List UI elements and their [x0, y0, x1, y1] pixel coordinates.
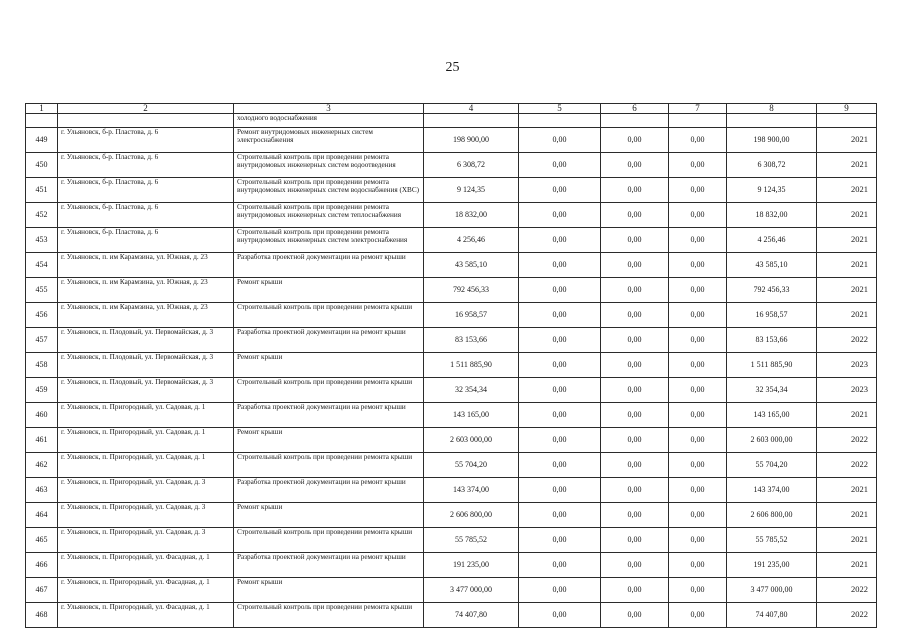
fund-cell-6: 0,00: [601, 353, 669, 378]
fund-cell-6: 0,00: [601, 503, 669, 528]
address-cell: г. Ульяновск, п. Плодовый, ул. Первомайская, д. 3: [58, 378, 234, 403]
fund-cell-7: 0,00: [669, 528, 727, 553]
fund-cell-6: 0,00: [601, 553, 669, 578]
row-number: 453: [26, 228, 58, 253]
total-cost-cell: 32 354,34: [424, 378, 519, 403]
table-row: [26, 553, 877, 578]
column-header: 1: [26, 104, 58, 114]
fund-cell-8: 3 477 000,00: [727, 578, 817, 603]
fund-cell-6: 0,00: [601, 603, 669, 628]
fund-cell-5: 0,00: [519, 578, 601, 603]
fund-cell-5: 0,00: [519, 328, 601, 353]
fund-cell-7: 0,00: [669, 153, 727, 178]
column-header: 4: [424, 104, 519, 114]
table-row: [26, 528, 877, 553]
work-type-cell: Разработка проектной документации на ремонт крыши: [234, 403, 424, 428]
fund-cell-5: 0,00: [519, 453, 601, 478]
total-cost-cell: 55 704,20: [424, 453, 519, 478]
fund-cell-5: 0,00: [519, 553, 601, 578]
column-header: 7: [669, 104, 727, 114]
table-row: [26, 303, 877, 328]
row-number: 465: [26, 528, 58, 553]
row-number: 464: [26, 503, 58, 528]
address-cell: г. Ульяновск, б-р. Пластова, д. 6: [58, 128, 234, 153]
table-row: [26, 228, 877, 253]
fund-cell-6: 0,00: [601, 178, 669, 203]
fund-cell-5: 0,00: [519, 253, 601, 278]
work-type-cell: Ремонт крыши: [234, 503, 424, 528]
year-cell: 2021: [817, 303, 877, 328]
fund-cell-5: 0,00: [519, 228, 601, 253]
fund-cell-8: 792 456,33: [727, 278, 817, 303]
address-cell: г. Ульяновск, п. Пригородный, ул. Фасадная, д. 1: [58, 578, 234, 603]
work-type-cell: Разработка проектной документации на ремонт крыши: [234, 478, 424, 503]
row-number: 455: [26, 278, 58, 303]
fund-cell-8: 43 585,10: [727, 253, 817, 278]
table-row: [26, 253, 877, 278]
fund-cell-5: 0,00: [519, 178, 601, 203]
row-number: 458: [26, 353, 58, 378]
fund-cell-6: 0,00: [601, 528, 669, 553]
fund-cell-6: 0,00: [601, 278, 669, 303]
fund-cell-8: 4 256,46: [727, 228, 817, 253]
fund-cell-6: 0,00: [601, 428, 669, 453]
year-cell: 2021: [817, 503, 877, 528]
table-row: [26, 603, 877, 628]
row-number: 461: [26, 428, 58, 453]
row-number: 450: [26, 153, 58, 178]
fund-cell-5: 0,00: [519, 378, 601, 403]
table-row: [26, 478, 877, 503]
fund-cell-7: 0,00: [669, 278, 727, 303]
address-cell: г. Ульяновск, б-р. Пластова, д. 6: [58, 203, 234, 228]
total-cost-cell: 16 958,57: [424, 303, 519, 328]
year-cell: 2023: [817, 353, 877, 378]
row-number: 467: [26, 578, 58, 603]
continuation-text: холодного водоснабжения: [234, 114, 424, 128]
year-cell: 2021: [817, 553, 877, 578]
work-type-cell: Ремонт крыши: [234, 353, 424, 378]
total-cost-cell: 2 603 000,00: [424, 428, 519, 453]
table-row: [26, 328, 877, 353]
total-cost-cell: 198 900,00: [424, 128, 519, 153]
fund-cell-5: 0,00: [519, 403, 601, 428]
fund-cell-8: 198 900,00: [727, 128, 817, 153]
work-type-cell: Строительный контроль при проведении ремонта внутридомовых инженерных систем электроснабжения: [234, 228, 424, 253]
fund-cell-7: 0,00: [669, 128, 727, 153]
year-cell: 2021: [817, 403, 877, 428]
row-number: 466: [26, 553, 58, 578]
row-number: 459: [26, 378, 58, 403]
fund-cell-7: 0,00: [669, 603, 727, 628]
fund-cell-6: 0,00: [601, 403, 669, 428]
row-number: 460: [26, 403, 58, 428]
address-cell: г. Ульяновск, п. Пригородный, ул. Садовая, д. 1: [58, 403, 234, 428]
work-type-cell: Разработка проектной документации на ремонт крыши: [234, 253, 424, 278]
total-cost-cell: 143 374,00: [424, 478, 519, 503]
fund-cell-6: 0,00: [601, 378, 669, 403]
address-cell: г. Ульяновск, п. Пригородный, ул. Садовая, д. 3: [58, 503, 234, 528]
column-header: 8: [727, 104, 817, 114]
fund-cell-6: 0,00: [601, 328, 669, 353]
total-cost-cell: 191 235,00: [424, 553, 519, 578]
fund-cell-5: 0,00: [519, 153, 601, 178]
fund-cell-8: 18 832,00: [727, 203, 817, 228]
fund-cell-7: 0,00: [669, 553, 727, 578]
fund-cell-6: 0,00: [601, 228, 669, 253]
work-type-cell: Ремонт крыши: [234, 428, 424, 453]
fund-cell-7: 0,00: [669, 253, 727, 278]
fund-cell-7: 0,00: [669, 228, 727, 253]
fund-cell-8: 143 165,00: [727, 403, 817, 428]
address-cell: г. Ульяновск, п. Пригородный, ул. Садовая, д. 3: [58, 528, 234, 553]
page-number: 25: [445, 60, 460, 75]
table-row: [26, 378, 877, 403]
total-cost-cell: 792 456,33: [424, 278, 519, 303]
fund-cell-6: 0,00: [601, 453, 669, 478]
year-cell: 2022: [817, 453, 877, 478]
row-number: 449: [26, 128, 58, 153]
fund-cell-6: 0,00: [601, 253, 669, 278]
total-cost-cell: 74 407,80: [424, 603, 519, 628]
continuation-row: [26, 114, 877, 128]
work-type-cell: Ремонт крыши: [234, 278, 424, 303]
address-cell: г. Ульяновск, п. Плодовый, ул. Первомайская, д. 3: [58, 328, 234, 353]
table-row: [26, 503, 877, 528]
total-cost-cell: 55 785,52: [424, 528, 519, 553]
fund-cell-6: 0,00: [601, 203, 669, 228]
fund-cell-8: 74 407,80: [727, 603, 817, 628]
total-cost-cell: 1 511 885,90: [424, 353, 519, 378]
fund-cell-8: 55 704,20: [727, 453, 817, 478]
fund-cell-8: 83 153,66: [727, 328, 817, 353]
table-row: [26, 428, 877, 453]
fund-cell-7: 0,00: [669, 353, 727, 378]
table-row: [26, 178, 877, 203]
work-type-cell: Строительный контроль при проведении ремонта внутридомовых инженерных систем водоснабжения (ХВС): [234, 178, 424, 203]
fund-cell-8: 9 124,35: [727, 178, 817, 203]
fund-cell-8: 6 308,72: [727, 153, 817, 178]
total-cost-cell: 3 477 000,00: [424, 578, 519, 603]
fund-cell-7: 0,00: [669, 303, 727, 328]
address-cell: г. Ульяновск, п. им Карамзина, ул. Южная, д. 23: [58, 253, 234, 278]
year-cell: 2021: [817, 128, 877, 153]
row-number: 456: [26, 303, 58, 328]
address-cell: г. Ульяновск, п. Пригородный, ул. Садовая, д. 1: [58, 428, 234, 453]
year-cell: 2021: [817, 278, 877, 303]
work-type-cell: Строительный контроль при проведении ремонта крыши: [234, 453, 424, 478]
fund-cell-5: 0,00: [519, 528, 601, 553]
address-cell: г. Ульяновск, б-р. Пластова, д. 6: [58, 178, 234, 203]
fund-cell-7: 0,00: [669, 503, 727, 528]
table-row: [26, 203, 877, 228]
fund-cell-6: 0,00: [601, 478, 669, 503]
fund-cell-5: 0,00: [519, 278, 601, 303]
row-number: 463: [26, 478, 58, 503]
column-header: 5: [519, 104, 601, 114]
fund-cell-7: 0,00: [669, 328, 727, 353]
year-cell: 2021: [817, 253, 877, 278]
fund-cell-5: 0,00: [519, 503, 601, 528]
year-cell: 2021: [817, 153, 877, 178]
address-cell: г. Ульяновск, б-р. Пластова, д. 6: [58, 228, 234, 253]
row-number: 462: [26, 453, 58, 478]
year-cell: 2021: [817, 478, 877, 503]
fund-cell-5: 0,00: [519, 128, 601, 153]
work-type-cell: Строительный контроль при проведении ремонта крыши: [234, 528, 424, 553]
fund-cell-8: 143 374,00: [727, 478, 817, 503]
fund-cell-7: 0,00: [669, 478, 727, 503]
fund-cell-7: 0,00: [669, 403, 727, 428]
fund-cell-7: 0,00: [669, 428, 727, 453]
column-header: 6: [601, 104, 669, 114]
table-row: [26, 353, 877, 378]
fund-cell-7: 0,00: [669, 203, 727, 228]
address-cell: г. Ульяновск, п. им Карамзина, ул. Южная, д. 23: [58, 303, 234, 328]
row-number: 468: [26, 603, 58, 628]
address-cell: г. Ульяновск, п. Плодовый, ул. Первомайская, д. 3: [58, 353, 234, 378]
fund-cell-5: 0,00: [519, 203, 601, 228]
year-cell: 2022: [817, 578, 877, 603]
year-cell: 2022: [817, 328, 877, 353]
address-cell: г. Ульяновск, п. Пригородный, ул. Садовая, д. 3: [58, 478, 234, 503]
work-type-cell: Строительный контроль при проведении ремонта внутридомовых инженерных систем водоотведения: [234, 153, 424, 178]
column-header: 2: [58, 104, 234, 114]
table-row: [26, 403, 877, 428]
fund-cell-6: 0,00: [601, 153, 669, 178]
address-cell: г. Ульяновск, б-р. Пластова, д. 6: [58, 153, 234, 178]
fund-cell-5: 0,00: [519, 478, 601, 503]
table-row: [26, 278, 877, 303]
table-row: [26, 578, 877, 603]
fund-cell-8: 55 785,52: [727, 528, 817, 553]
work-type-cell: Ремонт внутридомовых инженерных систем электроснабжения: [234, 128, 424, 153]
work-type-cell: Строительный контроль при проведении ремонта крыши: [234, 303, 424, 328]
fund-cell-7: 0,00: [669, 178, 727, 203]
year-cell: 2021: [817, 178, 877, 203]
fund-cell-6: 0,00: [601, 578, 669, 603]
year-cell: 2021: [817, 203, 877, 228]
fund-cell-7: 0,00: [669, 378, 727, 403]
fund-cell-5: 0,00: [519, 353, 601, 378]
fund-cell-5: 0,00: [519, 428, 601, 453]
fund-cell-5: 0,00: [519, 603, 601, 628]
year-cell: 2021: [817, 228, 877, 253]
year-cell: 2021: [817, 528, 877, 553]
address-cell: г. Ульяновск, п. Пригородный, ул. Фасадная, д. 1: [58, 603, 234, 628]
fund-cell-8: 1 511 885,90: [727, 353, 817, 378]
work-type-cell: Строительный контроль при проведении ремонта внутридомовых инженерных систем теплоснабжения: [234, 203, 424, 228]
fund-cell-8: 16 958,57: [727, 303, 817, 328]
fund-cell-8: 32 354,34: [727, 378, 817, 403]
address-cell: г. Ульяновск, п. Пригородный, ул. Фасадная, д. 1: [58, 553, 234, 578]
fund-cell-6: 0,00: [601, 303, 669, 328]
year-cell: 2022: [817, 603, 877, 628]
total-cost-cell: 4 256,46: [424, 228, 519, 253]
column-number-row: [26, 104, 877, 114]
table-row: [26, 128, 877, 153]
total-cost-cell: 6 308,72: [424, 153, 519, 178]
total-cost-cell: 18 832,00: [424, 203, 519, 228]
row-number: 457: [26, 328, 58, 353]
column-header: 9: [817, 104, 877, 114]
work-type-cell: Разработка проектной документации на ремонт крыши: [234, 328, 424, 353]
row-number: 452: [26, 203, 58, 228]
work-type-cell: Разработка проектной документации на ремонт крыши: [234, 553, 424, 578]
table-body: [26, 128, 877, 628]
row-number: 454: [26, 253, 58, 278]
work-type-cell: Строительный контроль при проведении ремонта крыши: [234, 378, 424, 403]
total-cost-cell: 143 165,00: [424, 403, 519, 428]
address-cell: г. Ульяновск, п. им Карамзина, ул. Южная, д. 23: [58, 278, 234, 303]
fund-cell-6: 0,00: [601, 128, 669, 153]
total-cost-cell: 2 606 800,00: [424, 503, 519, 528]
table-row: [26, 453, 877, 478]
year-cell: 2023: [817, 378, 877, 403]
fund-cell-5: 0,00: [519, 303, 601, 328]
total-cost-cell: 9 124,35: [424, 178, 519, 203]
total-cost-cell: 43 585,10: [424, 253, 519, 278]
work-type-cell: Ремонт крыши: [234, 578, 424, 603]
repair-schedule-table: [25, 103, 877, 628]
work-type-cell: Строительный контроль при проведении ремонта крыши: [234, 603, 424, 628]
fund-cell-8: 191 235,00: [727, 553, 817, 578]
fund-cell-8: 2 606 800,00: [727, 503, 817, 528]
row-number: 451: [26, 178, 58, 203]
table-row: [26, 153, 877, 178]
fund-cell-8: 2 603 000,00: [727, 428, 817, 453]
fund-cell-7: 0,00: [669, 578, 727, 603]
address-cell: г. Ульяновск, п. Пригородный, ул. Садовая, д. 1: [58, 453, 234, 478]
total-cost-cell: 83 153,66: [424, 328, 519, 353]
year-cell: 2022: [817, 428, 877, 453]
column-header: 3: [234, 104, 424, 114]
fund-cell-7: 0,00: [669, 453, 727, 478]
